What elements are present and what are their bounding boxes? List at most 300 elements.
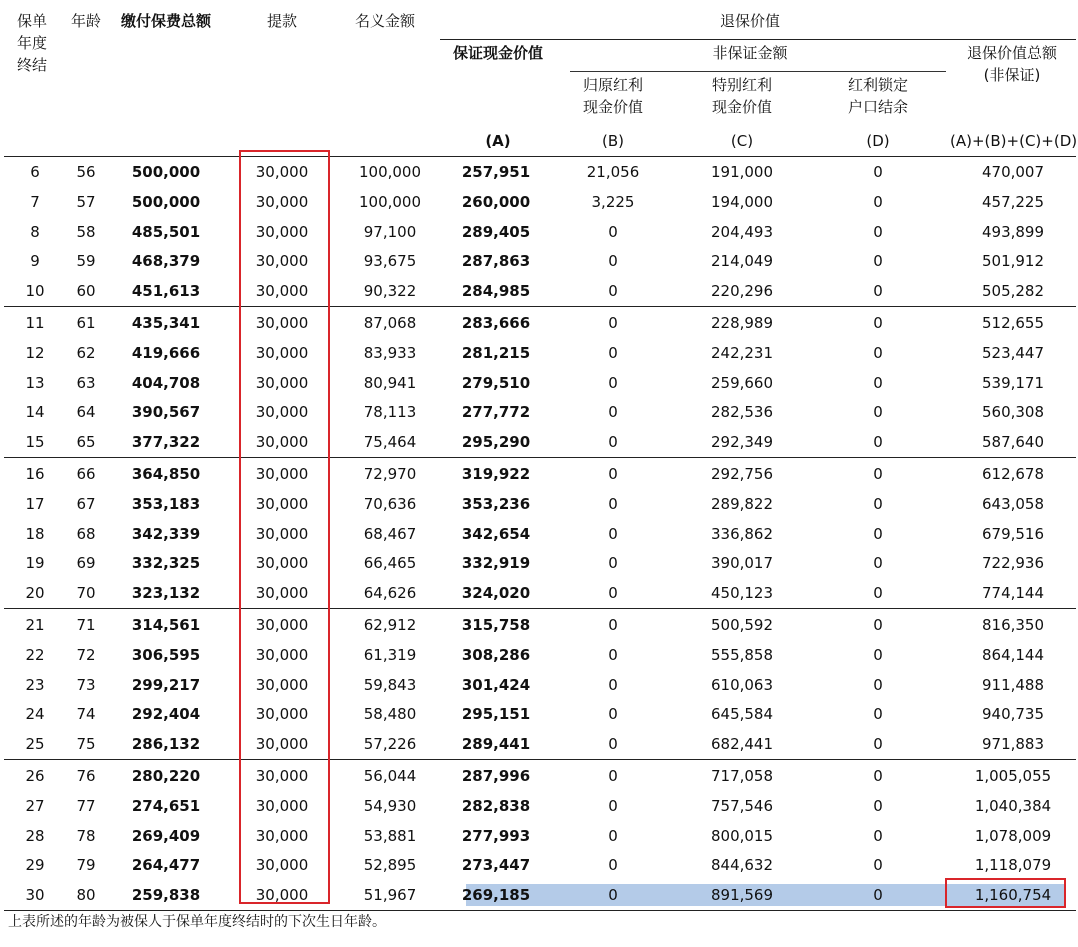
age-cell: 63 [76, 373, 96, 392]
withdrawal-cell: 30,000 [255, 554, 309, 573]
bonus-lock-cell: 0 [873, 433, 883, 452]
age-cell: 67 [76, 494, 96, 513]
age-cell: 56 [76, 163, 96, 181]
reversionary-bonus-cell: 0 [608, 494, 618, 513]
notional-amount-cell: 83,933 [363, 343, 417, 362]
guaranteed-cash-value-cell: 289,405 [461, 222, 531, 241]
withdrawal-cell: 30,000 [255, 192, 309, 211]
bonus-lock-cell: 0 [873, 252, 883, 271]
bonus-lock-cell: 0 [873, 616, 883, 634]
age-cell: 72 [76, 645, 96, 664]
age-cell: 65 [76, 433, 96, 452]
withdrawal-cell: 30,000 [255, 856, 309, 875]
header-special-line: 特别红利 [711, 76, 772, 94]
total-premium-cell: 332,325 [131, 554, 201, 573]
age-cell: 79 [76, 856, 96, 875]
total-surrender-value-cell: 722,936 [981, 554, 1045, 573]
bonus-lock-cell: 0 [873, 584, 883, 603]
table-row [0, 157, 1078, 187]
special-bonus-cell: 289,822 [710, 494, 774, 513]
age-cell: 70 [76, 584, 96, 603]
withdrawal-cell: 30,000 [255, 886, 309, 905]
total-premium-cell: 451,613 [131, 282, 201, 301]
age-cell: 74 [76, 705, 96, 724]
reversionary-bonus-cell: 0 [608, 524, 618, 543]
special-bonus-cell: 228,989 [710, 314, 774, 332]
total-premium-cell: 435,341 [131, 314, 201, 332]
table-row [0, 187, 1078, 217]
special-bonus-cell: 757,546 [710, 796, 774, 815]
total-premium-cell: 280,220 [131, 767, 201, 785]
policy-year-cell: 13 [25, 373, 45, 392]
guaranteed-cash-value-cell: 282,838 [461, 796, 531, 815]
age-cell: 73 [76, 675, 96, 694]
reversionary-bonus-cell: 0 [608, 886, 618, 905]
header-total-surrender-value [950, 42, 1074, 86]
age-cell: 60 [76, 282, 96, 301]
reversionary-bonus-cell: 0 [608, 735, 618, 754]
bonus-lock-cell: 0 [873, 554, 883, 573]
header-rule-surrender [440, 39, 1076, 40]
header-policy-year-line: 终结 [17, 56, 48, 74]
total-surrender-value-cell: 940,735 [981, 705, 1045, 724]
bonus-lock-cell: 0 [873, 222, 883, 241]
guaranteed-cash-value-cell: 277,772 [461, 403, 531, 422]
header-special-bonus [700, 74, 784, 118]
policy-year-cell: 17 [25, 494, 45, 513]
total-premium-cell: 342,339 [131, 524, 201, 543]
special-bonus-cell: 450,123 [710, 584, 774, 603]
bonus-lock-cell: 0 [873, 343, 883, 362]
bonus-lock-cell: 0 [873, 705, 883, 724]
total-surrender-value-cell: 560,308 [981, 403, 1045, 422]
total-surrender-value-cell: 816,350 [981, 616, 1045, 634]
policy-year-cell: 23 [25, 675, 45, 694]
table-row [0, 791, 1078, 821]
special-bonus-cell: 682,441 [710, 735, 774, 754]
total-surrender-value-cell: 679,516 [981, 524, 1045, 543]
guaranteed-cash-value-cell: 295,290 [461, 433, 531, 452]
withdrawal-cell: 30,000 [255, 826, 309, 845]
guaranteed-cash-value-cell: 315,758 [461, 616, 531, 634]
notional-amount-cell: 93,675 [363, 252, 417, 271]
notional-amount-cell: 70,636 [363, 494, 417, 513]
total-premium-cell: 404,708 [131, 373, 201, 392]
special-bonus-cell: 194,000 [710, 192, 774, 211]
notional-amount-cell: 52,895 [363, 856, 417, 875]
withdrawal-cell: 30,000 [255, 314, 309, 332]
policy-year-cell: 29 [25, 856, 45, 875]
table-row [0, 519, 1078, 549]
footnote: 上表所述的年龄为被保人于保单年度终结时的下次生日年龄。 [8, 914, 386, 930]
header-surrender-value: 退保价值 [719, 12, 780, 30]
total-surrender-value-cell: 493,899 [981, 222, 1045, 241]
reversionary-bonus-cell: 0 [608, 584, 618, 603]
guaranteed-cash-value-cell: 269,185 [461, 886, 531, 905]
header-col-d: (D) [866, 132, 890, 150]
bonus-lock-cell: 0 [873, 282, 883, 301]
header-col-a: (A) [485, 132, 511, 150]
group-separator [4, 457, 1076, 458]
header-non-guaranteed-amount: 非保证金额 [712, 44, 788, 62]
guaranteed-cash-value-cell: 342,654 [461, 524, 531, 543]
table-row [0, 761, 1078, 791]
withdrawal-cell: 30,000 [255, 222, 309, 241]
header-col-c: (C) [730, 132, 754, 150]
special-bonus-cell: 220,296 [710, 282, 774, 301]
withdrawal-cell: 30,000 [255, 767, 309, 785]
total-surrender-value-cell: 523,447 [981, 343, 1045, 362]
guaranteed-cash-value-cell: 283,666 [461, 314, 531, 332]
special-bonus-cell: 390,017 [710, 554, 774, 573]
special-bonus-cell: 191,000 [710, 163, 774, 181]
bonus-lock-cell: 0 [873, 645, 883, 664]
notional-amount-cell: 57,226 [363, 735, 417, 754]
age-cell: 69 [76, 554, 96, 573]
notional-amount-cell: 97,100 [363, 222, 417, 241]
special-bonus-cell: 336,862 [710, 524, 774, 543]
guaranteed-cash-value-cell: 353,236 [461, 494, 531, 513]
policy-year-cell: 24 [25, 705, 45, 724]
bonus-lock-cell: 0 [873, 675, 883, 694]
bonus-lock-cell: 0 [873, 796, 883, 815]
table-row [0, 821, 1078, 851]
total-surrender-value-cell: 1,160,754 [974, 886, 1052, 905]
total-surrender-value-cell: 864,144 [981, 645, 1045, 664]
special-bonus-cell: 282,536 [710, 403, 774, 422]
withdrawal-cell: 30,000 [255, 465, 309, 483]
header-policy-year-line: 年度 [17, 34, 48, 52]
table-row [0, 397, 1078, 427]
table-row [0, 368, 1078, 398]
reversionary-bonus-cell: 21,056 [586, 163, 640, 181]
total-surrender-value-cell: 539,171 [981, 373, 1045, 392]
special-bonus-cell: 204,493 [710, 222, 774, 241]
policy-year-cell: 16 [25, 465, 45, 483]
total-surrender-value-cell: 971,883 [981, 735, 1045, 754]
total-premium-cell: 299,217 [131, 675, 201, 694]
bonus-lock-cell: 0 [873, 192, 883, 211]
withdrawal-cell: 30,000 [255, 645, 309, 664]
special-bonus-cell: 292,756 [710, 465, 774, 483]
notional-amount-cell: 62,912 [363, 616, 417, 634]
header-reversionary-bonus [573, 74, 653, 118]
total-premium-cell: 500,000 [131, 163, 201, 181]
age-cell: 66 [76, 465, 96, 483]
total-premium-cell: 259,838 [131, 886, 201, 905]
table-row [0, 459, 1078, 489]
total-surrender-value-cell: 1,078,009 [974, 826, 1052, 845]
header-total-premium: 缴付保费总额 [120, 12, 211, 30]
total-surrender-value-cell: 457,225 [981, 192, 1045, 211]
age-cell: 61 [76, 314, 96, 332]
guaranteed-cash-value-cell: 301,424 [461, 675, 531, 694]
total-surrender-value-cell: 1,040,384 [974, 796, 1052, 815]
total-surrender-value-cell: 501,912 [981, 252, 1045, 271]
withdrawal-cell: 30,000 [255, 343, 309, 362]
header-bonus-lock [836, 74, 920, 118]
bonus-lock-cell: 0 [873, 524, 883, 543]
reversionary-bonus-cell: 0 [608, 645, 618, 664]
special-bonus-cell: 891,569 [710, 886, 774, 905]
notional-amount-cell: 61,319 [363, 645, 417, 664]
total-premium-cell: 364,850 [131, 465, 201, 483]
special-bonus-cell: 242,231 [710, 343, 774, 362]
policy-year-cell: 28 [25, 826, 45, 845]
total-premium-cell: 377,322 [131, 433, 201, 452]
total-premium-cell: 485,501 [131, 222, 201, 241]
reversionary-bonus-cell: 0 [608, 767, 618, 785]
reversionary-bonus-cell: 0 [608, 373, 618, 392]
reversionary-bonus-cell: 0 [608, 616, 618, 634]
notional-amount-cell: 66,465 [363, 554, 417, 573]
bonus-lock-cell: 0 [873, 856, 883, 875]
table-row [0, 548, 1078, 578]
header-age: 年龄 [70, 12, 101, 30]
reversionary-bonus-cell: 0 [608, 252, 618, 271]
reversionary-bonus-cell: 3,225 [591, 192, 635, 211]
guaranteed-cash-value-cell: 277,993 [461, 826, 531, 845]
notional-amount-cell: 100,000 [358, 192, 422, 211]
age-cell: 58 [76, 222, 96, 241]
policy-year-cell: 19 [25, 554, 45, 573]
total-premium-cell: 274,651 [131, 796, 201, 815]
bonus-lock-cell: 0 [873, 314, 883, 332]
guaranteed-cash-value-cell: 284,985 [461, 282, 531, 301]
guaranteed-cash-value-cell: 324,020 [461, 584, 531, 603]
table-row [0, 850, 1078, 880]
table-row [0, 880, 1078, 910]
group-separator [4, 608, 1076, 609]
reversionary-bonus-cell: 0 [608, 465, 618, 483]
withdrawal-cell: 30,000 [255, 163, 309, 181]
withdrawal-cell: 30,000 [255, 282, 309, 301]
policy-year-cell: 30 [25, 886, 45, 905]
guaranteed-cash-value-cell: 287,996 [461, 767, 531, 785]
bonus-lock-cell: 0 [873, 735, 883, 754]
guaranteed-cash-value-cell: 332,919 [461, 554, 531, 573]
policy-year-cell: 10 [25, 282, 45, 301]
withdrawal-cell: 30,000 [255, 735, 309, 754]
notional-amount-cell: 59,843 [363, 675, 417, 694]
header-rule-non-guaranteed [570, 71, 946, 72]
notional-amount-cell: 72,970 [363, 465, 417, 483]
total-surrender-value-cell: 1,118,079 [974, 856, 1052, 875]
table-row [0, 427, 1078, 457]
reversionary-bonus-cell: 0 [608, 282, 618, 301]
header-policy-year-line: 保单 [17, 12, 48, 30]
reversionary-bonus-cell: 0 [608, 433, 618, 452]
policy-year-cell: 21 [25, 616, 45, 634]
header-withdrawal: 提款 [266, 12, 297, 30]
policy-year-cell: 15 [25, 433, 45, 452]
table-row [0, 670, 1078, 700]
guaranteed-cash-value-cell: 260,000 [461, 192, 531, 211]
total-premium-cell: 468,379 [131, 252, 201, 271]
guaranteed-cash-value-cell: 295,151 [461, 705, 531, 724]
header-notional-amount: 名义金额 [354, 12, 415, 30]
withdrawal-cell: 30,000 [255, 494, 309, 513]
special-bonus-cell: 800,015 [710, 826, 774, 845]
special-bonus-cell: 500,592 [710, 616, 774, 634]
policy-year-cell: 27 [25, 796, 45, 815]
notional-amount-cell: 78,113 [363, 403, 417, 422]
policy-year-cell: 22 [25, 645, 45, 664]
withdrawal-cell: 30,000 [255, 403, 309, 422]
bonus-lock-cell: 0 [873, 494, 883, 513]
policy-year-cell: 25 [25, 735, 45, 754]
age-cell: 76 [76, 767, 96, 785]
policy-year-cell: 9 [30, 252, 40, 271]
withdrawal-cell: 30,000 [255, 616, 309, 634]
total-surrender-value-cell: 470,007 [981, 163, 1045, 181]
header-special-line: 现金价值 [711, 98, 772, 116]
guaranteed-cash-value-cell: 289,441 [461, 735, 531, 754]
header-reversionary-line: 归原红利 [582, 76, 643, 94]
total-premium-cell: 419,666 [131, 343, 201, 362]
total-premium-cell: 353,183 [131, 494, 201, 513]
reversionary-bonus-cell: 0 [608, 222, 618, 241]
reversionary-bonus-cell: 0 [608, 796, 618, 815]
header-total-surrender-label: 退保价值总额 [966, 44, 1057, 62]
total-surrender-value-cell: 512,655 [981, 314, 1045, 332]
total-premium-cell: 264,477 [131, 856, 201, 875]
bonus-lock-cell: 0 [873, 767, 883, 785]
policy-year-cell: 7 [30, 192, 40, 211]
total-surrender-value-cell: 612,678 [981, 465, 1045, 483]
total-premium-cell: 323,132 [131, 584, 201, 603]
guaranteed-cash-value-cell: 279,510 [461, 373, 531, 392]
notional-amount-cell: 87,068 [363, 314, 417, 332]
guaranteed-cash-value-cell: 257,951 [461, 163, 531, 181]
age-cell: 77 [76, 796, 96, 815]
total-premium-cell: 292,404 [131, 705, 201, 724]
notional-amount-cell: 64,626 [363, 584, 417, 603]
reversionary-bonus-cell: 0 [608, 856, 618, 875]
reversionary-bonus-cell: 0 [608, 403, 618, 422]
notional-amount-cell: 80,941 [363, 373, 417, 392]
special-bonus-cell: 555,858 [710, 645, 774, 664]
special-bonus-cell: 717,058 [710, 767, 774, 785]
total-surrender-value-cell: 911,488 [981, 675, 1045, 694]
table-row [0, 246, 1078, 276]
guaranteed-cash-value-cell: 287,863 [461, 252, 531, 271]
table-row [0, 338, 1078, 368]
header-col-b: (B) [602, 132, 624, 150]
notional-amount-cell: 75,464 [363, 433, 417, 452]
total-surrender-value-cell: 505,282 [981, 282, 1045, 301]
notional-amount-cell: 53,881 [363, 826, 417, 845]
notional-amount-cell: 54,930 [363, 796, 417, 815]
policy-year-cell: 26 [25, 767, 45, 785]
reversionary-bonus-cell: 0 [608, 675, 618, 694]
guaranteed-cash-value-cell: 273,447 [461, 856, 531, 875]
bonus-lock-cell: 0 [873, 373, 883, 392]
total-premium-cell: 286,132 [131, 735, 201, 754]
age-cell: 68 [76, 524, 96, 543]
table-row [0, 729, 1078, 759]
table-row [0, 308, 1078, 338]
total-surrender-value-cell: 774,144 [981, 584, 1045, 603]
withdrawal-cell: 30,000 [255, 705, 309, 724]
special-bonus-cell: 844,632 [710, 856, 774, 875]
reversionary-bonus-cell: 0 [608, 554, 618, 573]
guaranteed-cash-value-cell: 308,286 [461, 645, 531, 664]
withdrawal-cell: 30,000 [255, 252, 309, 271]
notional-amount-cell: 90,322 [363, 282, 417, 301]
header-non-guaranteed-note: (非保证) [983, 66, 1041, 84]
guaranteed-cash-value-cell: 281,215 [461, 343, 531, 362]
total-surrender-value-cell: 1,005,055 [974, 767, 1052, 785]
age-cell: 78 [76, 826, 96, 845]
age-cell: 64 [76, 403, 96, 422]
bonus-lock-cell: 0 [873, 826, 883, 845]
withdrawal-cell: 30,000 [255, 524, 309, 543]
reversionary-bonus-cell: 0 [608, 314, 618, 332]
table-row [0, 489, 1078, 519]
special-bonus-cell: 292,349 [710, 433, 774, 452]
total-surrender-value-cell: 643,058 [981, 494, 1045, 513]
total-premium-cell: 306,595 [131, 645, 201, 664]
policy-year-cell: 18 [25, 524, 45, 543]
table-row [0, 578, 1078, 608]
table-row [0, 640, 1078, 670]
withdrawal-cell: 30,000 [255, 584, 309, 603]
table-row [0, 276, 1078, 306]
bonus-lock-cell: 0 [873, 403, 883, 422]
bonus-lock-cell: 0 [873, 465, 883, 483]
header-guaranteed-cash-value: 保证现金价值 [452, 44, 543, 62]
table-row [0, 610, 1078, 640]
reversionary-bonus-cell: 0 [608, 826, 618, 845]
policy-year-cell: 8 [30, 222, 40, 241]
age-cell: 71 [76, 616, 96, 634]
policy-year-cell: 20 [25, 584, 45, 603]
total-premium-cell: 314,561 [131, 616, 201, 634]
table-row [0, 217, 1078, 247]
age-cell: 57 [76, 192, 96, 211]
notional-amount-cell: 58,480 [363, 705, 417, 724]
reversionary-bonus-cell: 0 [608, 705, 618, 724]
policy-year-cell: 14 [25, 403, 45, 422]
policy-year-cell: 6 [30, 163, 40, 181]
withdrawal-cell: 30,000 [255, 373, 309, 392]
age-cell: 75 [76, 735, 96, 754]
withdrawal-cell: 30,000 [255, 433, 309, 452]
special-bonus-cell: 214,049 [710, 252, 774, 271]
withdrawal-cell: 30,000 [255, 675, 309, 694]
special-bonus-cell: 610,063 [710, 675, 774, 694]
header-col-total: (A)+(B)+(C)+(D) [950, 132, 1078, 150]
bonus-lock-cell: 0 [873, 886, 883, 905]
total-surrender-value-cell: 587,640 [981, 433, 1045, 452]
withdrawal-cell: 30,000 [255, 796, 309, 815]
total-premium-cell: 269,409 [131, 826, 201, 845]
table-row [0, 699, 1078, 729]
notional-amount-cell: 51,967 [363, 886, 417, 905]
age-cell: 59 [76, 252, 96, 271]
final-total-marker [945, 878, 1066, 908]
header-bonus-lock-line: 户口结余 [847, 98, 908, 116]
notional-amount-cell: 56,044 [363, 767, 417, 785]
header-reversionary-line: 现金价值 [582, 98, 643, 116]
header-bonus-lock-line: 红利锁定 [847, 76, 908, 94]
bonus-lock-cell: 0 [873, 163, 883, 181]
notional-amount-cell: 100,000 [358, 163, 422, 181]
special-bonus-cell: 259,660 [710, 373, 774, 392]
header-policy-year-end [17, 10, 47, 76]
special-bonus-cell: 645,584 [710, 705, 774, 724]
